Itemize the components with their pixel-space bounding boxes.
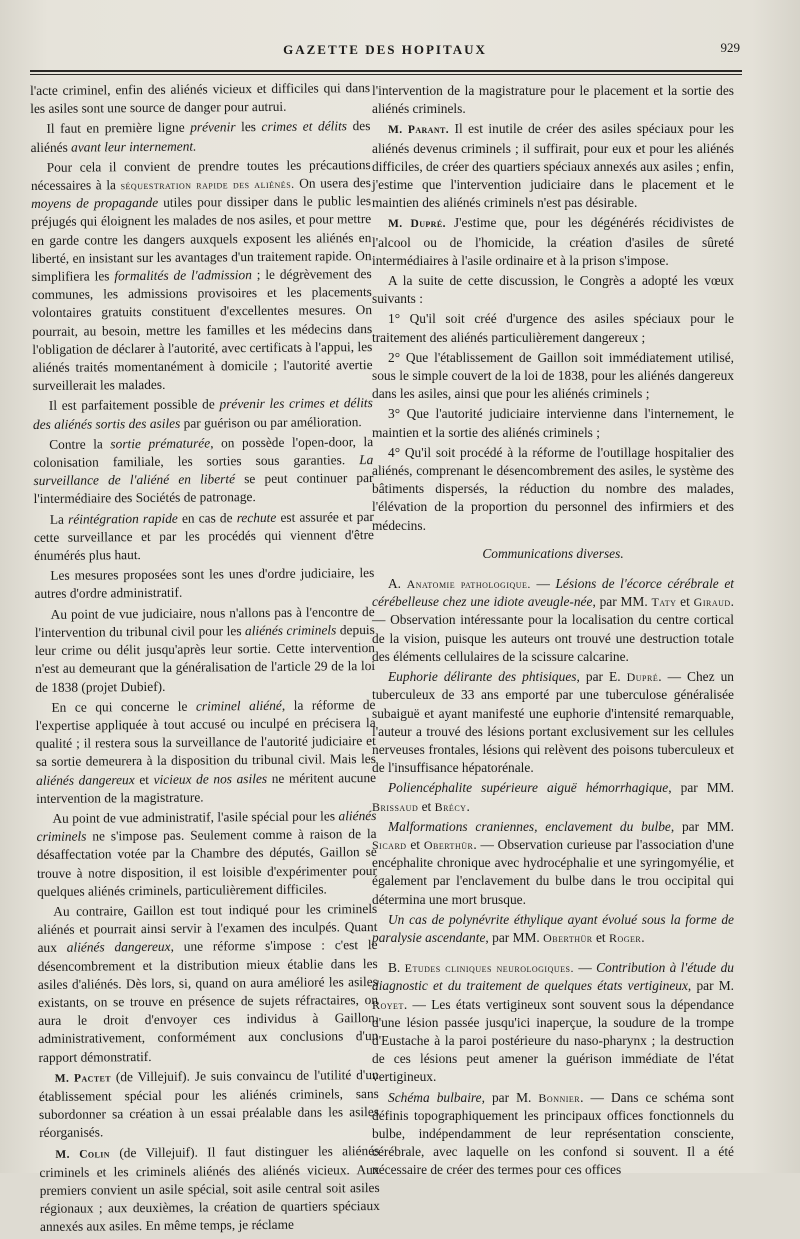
speaker-name: M. Colin: [55, 1147, 110, 1161]
italic-text: prévenir les crimes et délits des aliénés sortis des asiles: [32, 395, 373, 432]
text-run: , on possède l'open-door, la colonisation familiale, les sorties sous garanties.: [33, 433, 374, 471]
text-run: Au point de vue judiciaire, nous n'allons pas à l'encontre de l'intervention du tribunal civil pour les: [34, 603, 375, 640]
text-run: , par M.: [687, 978, 734, 994]
paragraph: [35, 603, 376, 697]
paragraph: [372, 405, 734, 441]
paragraph: [34, 508, 374, 566]
italic-text: aliénés criminels: [36, 807, 377, 845]
text-run: En ce qui concerne le: [51, 698, 197, 715]
text-run: —: [530, 576, 556, 592]
italic-text: moyens de propagande: [30, 195, 159, 212]
paragraph: [30, 117, 370, 156]
text-run: en cas de: [177, 509, 237, 526]
text-run: Il faut en première ligne: [46, 120, 191, 137]
small-caps-text: Taty: [651, 595, 677, 610]
text-run: A la suite de cette discussion, le Congrès a adopté les vœux suivants :: [372, 273, 734, 307]
paragraph: [35, 696, 376, 808]
italic-text: aliénés criminels: [244, 622, 337, 639]
italic-text: Euphorie délirante des phtisiques: [388, 669, 577, 685]
text-run: . — Les états vertigineux sont souvent sous la dépendance d'une lésion passée jusqu'ici inaperçue, la soudure de la trompe d'Eustache à la paroi postérieure du naso-pharynx ; la destruction de ces lésions peut amener la guérison immédiate de l'état vertigineux.: [372, 996, 734, 1085]
speaker-name: M. Parant.: [388, 124, 450, 137]
text-run: depuis leur crime ou délit jusqu'après leur sortie. Cette intervention n'est au demeurant que la généralisation de l'article 29 de la loi de 1838 (projet Dubief).: [34, 621, 376, 695]
italic-text: Un cas de polynévrite éthylique ayant évolué sous la forme de paralysie ascendante: [372, 911, 734, 945]
text-run: les: [235, 119, 262, 135]
text-run: Pour cela il convient de prendre toutes les précautions nécessaires à la: [30, 156, 371, 194]
italic-text: criminel aliéné: [195, 697, 282, 714]
text-run: est assurée et par cette surveillance et par les procédés qui viennent d'être énumérés plus haut.: [33, 508, 375, 564]
text-run: . — Dans ce schéma sont définis topographiquement les principaux offices fonctionnels du bulbe, indépendamment de leur représentation consciente, cérébrale, avec laquelle on les confond si souvent. Il a été nécessaire de créer des termes pour ces offices: [372, 1089, 735, 1178]
text-run: On usera des: [294, 175, 371, 191]
small-caps-text: Royet: [372, 997, 404, 1012]
text-run: , par MM.: [592, 594, 652, 610]
italic-text: aliénés dangereux: [66, 939, 171, 956]
paragraph: [372, 310, 734, 346]
text-run: —: [574, 960, 597, 976]
paragraph: [31, 156, 373, 396]
italic-text: Lésions de l'écorce cérébrale et cérébelleuse chez une idiote aveugle-née: [372, 576, 734, 610]
small-caps-text: Roger: [608, 930, 642, 945]
text-run: et: [406, 836, 424, 852]
paragraph: [372, 818, 734, 909]
paragraph: [39, 1066, 380, 1143]
italic-text: Schéma bulbaire: [388, 1089, 482, 1105]
left-column: [30, 79, 380, 1239]
section-title: Communications diverses.: [482, 545, 624, 561]
small-caps-text: Etudes cliniques neurologiques.: [404, 961, 574, 976]
small-caps-text: Brissaud: [372, 799, 419, 814]
text-run: 1° Qu'il soit créé d'urgence des asiles spéciaux pour le traitement des aliénés particulièrement dangereux ;: [372, 311, 734, 345]
italic-text: avant leur internement.: [71, 138, 197, 155]
text-run: des aliénés: [30, 118, 371, 155]
text-run: ne s'impose pas. Seulement comme à raison de la désaffectation votée par la Chambre des députés, Gaillon se trouve à notre disposition, il est loisible d'expérimenter pour quelques aliénés criminels, particulièrement difficiles.: [36, 826, 377, 899]
paragraph: [372, 668, 734, 777]
running-title: GAZETTE DES HOPITAUX: [283, 42, 487, 57]
italic-text: crimes et délits: [261, 118, 348, 135]
header-rule: [30, 70, 742, 72]
text-run: Contre la: [49, 436, 111, 452]
text-run: . — Observation curieuse par l'association d'une encéphalite chronique avec hydrocéphalie et une syringomyélie, et également par l'enclavement du bulbe dans le trou occipital qui détermina une mort brusque.: [372, 836, 735, 907]
text-run: se peut continuer par l'intermédiaire des Sociétés de patronage.: [33, 470, 374, 507]
text-run: et: [418, 798, 435, 814]
text-run: par guérison ou par amélioration.: [180, 413, 362, 431]
paragraph: [372, 779, 734, 815]
italic-text: formalités de l'admission: [114, 267, 252, 284]
paragraph: [36, 807, 377, 901]
text-run: .: [641, 929, 645, 945]
text-run: ne méritent aucune intervention de la magistrature.: [36, 769, 377, 806]
paragraph: [372, 120, 734, 212]
text-run: J'estime que, pour les dégénérés récidivistes de l'alcool ou de l'homicide, la création d'asiles de sûreté intermédiaires à l'asile ordinaire et à la prison s'impose.: [372, 215, 734, 268]
paragraph: [372, 911, 734, 947]
text-run: , par MM.: [668, 780, 734, 796]
small-caps-text: Oberthür: [423, 837, 474, 852]
small-caps-text: Bonnier: [538, 1090, 581, 1105]
text-run: (de Villejuif). Il faut distinguer les aliénés criminels et les criminels aliénés des aliénés vicieux. Aux premiers convient un asile spécial, soit asile central soit asiles régionaux ; aux deuxièmes, la création de quartiers spéciaux annexés aux asiles. En même temps, je réclame: [39, 1142, 380, 1235]
paragraph: [33, 394, 373, 433]
text-run: 4° Qu'il soit procédé à la réforme de l'outillage hospitalier des aliénés, comprenant le désencombrement des asiles, le système des bâtiments dispersés, la réduction du nombre des malades, l'élévation de la proportion du personnel des infirmiers et des médecins.: [372, 444, 734, 533]
text-run: , par MM.: [485, 929, 544, 945]
paragraph: [372, 214, 734, 270]
paragraph: [372, 349, 734, 404]
small-caps-text: Sicard: [372, 837, 407, 852]
small-caps-text: séquestration rapide des aliénés.: [120, 176, 295, 193]
italic-text: sortie prématurée: [110, 435, 211, 452]
italic-text: rechute: [236, 509, 277, 525]
text-run: 3° Que l'autorité judiciaire intervienne dans l'internement, le maintien et la sortie des aliénés criminels ;: [372, 406, 734, 440]
small-caps-text: Brécy: [434, 799, 467, 814]
italic-text: Malformations craniennes, enclavement du bulbe: [388, 818, 671, 834]
text-run: Il est parfaitement possible de: [48, 396, 220, 414]
text-run: et: [134, 771, 154, 787]
italic-text: Contribution à l'étude du diagnostic et du traitement de quelques états vertigineux: [372, 960, 734, 994]
text-run: , par E.: [576, 669, 627, 685]
text-run: (de Villejuif). Je suis convaincu de l'utilité d'un établissement spécial pour les aliénés criminels, sans subordonner sa création à un essai préalable dans les asiles réorganisés.: [38, 1066, 380, 1141]
right-column: [372, 82, 734, 1182]
paragraph: [372, 1089, 734, 1180]
text-run: . — Observation intéressante pour la localisation du centre cortical de la vision, puisque les auteurs ont trouvé une destruction totale des éléments cellulaires de la scissure calcarine.: [372, 594, 735, 664]
text-run: ; le dégrèvement des communes, les admissions provisoires et les placements volontaires gratuits constituent d'excellentes mesures. On pourrait, au besoin, mettre les familles et les médecins dans l'obligation de déclarer à l'autorité, avec certificats à l'appui, les aliénés traités momentanément à domicile ; l'autorité avertie surveillerait les malades.: [31, 266, 373, 394]
speaker-name: M. Pactet: [54, 1072, 112, 1085]
paragraph: [372, 272, 734, 308]
italic-text: La surveillance de l'aliéné en liberté: [33, 452, 374, 489]
text-run: Les mesures proposées sont les unes d'ordre judiciaire, les autres d'ordre administratif.: [34, 565, 375, 602]
text-run: B.: [388, 960, 405, 976]
paragraph: [30, 79, 370, 118]
paragraph: [372, 444, 734, 535]
text-run: , la réforme de l'expertise appliquée à tout accusé ou inculpé en précisera la qualité ; il restera sous la surveillance de l'autorité judiciaire et sa sortie demeurera à la disposition du tribunal civil. Mais les: [35, 696, 376, 770]
paragraph: [372, 959, 734, 1086]
text-run: utiles pour dissiper dans le public les préjugés qui éloignent les malades de nos asiles, et pour mettre en garde contre les dangers auxquels exposent les aliénés en liberté, en insistant sur les avantages d'un traitement rapide. On simplifiera les: [31, 193, 372, 285]
text-run: Il est inutile de créer des asiles spéciaux pour les aliénés devenus criminels ; il suffirait, pour eux et pour les aliénés difficiles, de créer des quartiers spéciaux annexés aux asiles ; enfin, j'estime que l'intervention judiciaire dans le placement et le maintien des aliénés criminels n'est pas désirable.: [372, 121, 734, 211]
text-run: l'intervention de la magistrature pour le placement et la sortie des aliénés criminels.: [372, 83, 734, 117]
text-run: , par MM.: [670, 818, 734, 834]
text-run: , une réforme s'impose : c'est le désencombrement et la distribution mieux établie dans les asiles d'aliénés. Dès lors, si, quand on aura amélioré les asiles existants, on se trouve en présence de sujets réfractaires, on aura le droit d'envoyer ces individus à Gaillon, administrativement, conformément aux conclusions d'un rapport démonstratif.: [37, 937, 379, 1065]
text-run: 2° Que l'établissement de Gaillon soit immédiatement utilisé, sous le simple couvert de la loi de 1838, pour les aliénés dangereux dans les asiles, ainsi que pour les aliénés criminels ;: [372, 349, 734, 402]
text-run: et: [592, 929, 609, 945]
text-run: . — Chez un tuberculeux de 33 ans emporté par une tuberculose généralisée subaiguë et ayant manifesté une euphorie d'intensité remarquable, l'auteur a trouvé des lésions portant exclusivement sur les cellules nerveuses frontales, lésions qui relèvent des poisons tuberculeux et de l'insuffisance hépatorénale.: [372, 669, 734, 776]
small-caps-text: Anatomie pathologique.: [406, 577, 531, 592]
paragraph: [37, 900, 378, 1067]
italic-text: vicieux de nos asiles: [153, 770, 268, 787]
text-run: Au point de vue administratif, l'asile spécial pour les: [52, 808, 339, 826]
paragraph: [39, 1142, 380, 1237]
small-caps-text: Oberthür: [543, 930, 593, 945]
paragraph: [372, 82, 734, 118]
text-run: A.: [388, 576, 407, 592]
text-run: l'acte criminel, enfin des aliénés vicieux et difficiles qui dans les asiles sont une source de danger pour autrui.: [30, 80, 371, 117]
paragraph: [372, 575, 734, 666]
italic-text: aliénés dangereux: [36, 771, 135, 788]
header-rule-thin: [30, 74, 742, 75]
text-run: .: [466, 798, 470, 814]
paragraph: [33, 433, 374, 509]
text-run: et: [676, 594, 694, 610]
italic-text: réintégration rapide: [67, 510, 178, 527]
page-number: 929: [720, 40, 740, 55]
speaker-name: M. Dupré.: [388, 218, 446, 231]
small-caps-text: Giraud: [693, 595, 731, 610]
text-run: , par M.: [481, 1089, 539, 1105]
paragraph: [34, 564, 374, 603]
italic-text: Poliencéphalite supérieure aiguë hémorrhagique: [388, 780, 669, 796]
text-run: La: [49, 511, 69, 527]
small-caps-text: Dupré: [626, 670, 659, 685]
page-header: [30, 38, 740, 66]
italic-text: prévenir: [190, 119, 236, 136]
text-run: Au contraire, Gaillon est tout indiqué pour les criminels aliénés et pourrait ainsi servir à l'examen des inculpés. Quant aux: [37, 900, 378, 956]
